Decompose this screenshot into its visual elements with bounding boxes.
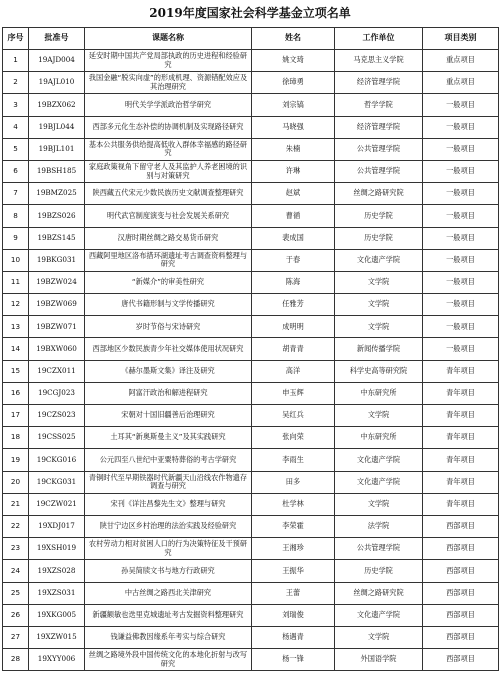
cell-serial: 8 bbox=[3, 205, 29, 227]
cell-work-unit: 马克思主义学院 bbox=[335, 50, 423, 72]
cell-project-title: 陕甘宁边区乡村治理的法治实践及经验研究 bbox=[85, 515, 252, 537]
table-row bbox=[3, 294, 499, 316]
cell-project-type: 西部项目 bbox=[423, 604, 499, 626]
table-row bbox=[3, 50, 499, 72]
cell-name: 王蕾 bbox=[252, 582, 335, 604]
cell-serial: 5 bbox=[3, 138, 29, 160]
cell-approval-number: 19BMZ025 bbox=[29, 183, 85, 205]
cell-project-title: 岁时节俗与宋诗研究 bbox=[85, 316, 252, 338]
cell-project-title: 家庭政策视角下留守老人及其监护人养老困境的识别与对策研究 bbox=[85, 160, 252, 182]
cell-project-type: 一般项目 bbox=[423, 138, 499, 160]
document-title: 2019年度国家社会科学基金立项名单 bbox=[149, 6, 351, 20]
cell-project-type: 西部项目 bbox=[423, 626, 499, 648]
cell-work-unit: 公共管理学院 bbox=[335, 538, 423, 560]
cell-serial: 11 bbox=[3, 271, 29, 293]
cell-work-unit: 公共管理学院 bbox=[335, 160, 423, 182]
cell-serial: 6 bbox=[3, 160, 29, 182]
cell-project-title: “新媒介”的审美性研究 bbox=[85, 271, 252, 293]
cell-name: 王振华 bbox=[252, 560, 335, 582]
cell-project-type: 一般项目 bbox=[423, 94, 499, 116]
table-row bbox=[3, 382, 499, 404]
cell-serial: 27 bbox=[3, 626, 29, 648]
cell-name: 吴红兵 bbox=[252, 405, 335, 427]
cell-work-unit: 文化遗产学院 bbox=[335, 249, 423, 271]
cell-serial: 15 bbox=[3, 360, 29, 382]
table-row bbox=[3, 560, 499, 582]
cell-approval-number: 19XZS028 bbox=[29, 560, 85, 582]
cell-project-title: 新疆额敏也迭里克城遗址考古发掘资料整理研究 bbox=[85, 604, 252, 626]
cell-work-unit: 丝绸之路研究院 bbox=[335, 183, 423, 205]
table-row bbox=[3, 116, 499, 138]
cell-approval-number: 19XSH019 bbox=[29, 538, 85, 560]
cell-work-unit: 新闻传播学院 bbox=[335, 338, 423, 360]
cell-name: 姚文琦 bbox=[252, 50, 335, 72]
cell-approval-number: 19BZW024 bbox=[29, 271, 85, 293]
cell-project-type: 一般项目 bbox=[423, 294, 499, 316]
cell-work-unit: 文化遗产学院 bbox=[335, 449, 423, 471]
cell-project-title: 延安时期中国共产党局部执政的历史进程和经验研究 bbox=[85, 50, 252, 72]
cell-serial: 9 bbox=[3, 227, 29, 249]
cell-serial: 16 bbox=[3, 382, 29, 404]
cell-serial: 21 bbox=[3, 493, 29, 515]
cell-serial: 22 bbox=[3, 515, 29, 537]
cell-project-type: 一般项目 bbox=[423, 271, 499, 293]
cell-project-type: 一般项目 bbox=[423, 227, 499, 249]
cell-approval-number: 19CZS023 bbox=[29, 405, 85, 427]
cell-project-type: 一般项目 bbox=[423, 160, 499, 182]
cell-serial: 3 bbox=[3, 94, 29, 116]
cell-approval-number: 19BJL101 bbox=[29, 138, 85, 160]
cell-approval-number: 19CKG016 bbox=[29, 449, 85, 471]
cell-name: 马晓强 bbox=[252, 116, 335, 138]
cell-name: 胡青青 bbox=[252, 338, 335, 360]
cell-project-type: 西部项目 bbox=[423, 515, 499, 537]
table-row bbox=[3, 493, 499, 515]
cell-project-title: 阿富汗政治和解进程研究 bbox=[85, 382, 252, 404]
cell-work-unit: 历史学院 bbox=[335, 560, 423, 582]
table-row bbox=[3, 138, 499, 160]
cell-approval-number: 19BJL044 bbox=[29, 116, 85, 138]
cell-work-unit: 丝绸之路研究院 bbox=[335, 582, 423, 604]
cell-project-type: 青年项目 bbox=[423, 405, 499, 427]
table-row bbox=[3, 205, 499, 227]
cell-project-title: 陕西藏五代宋元少数民族历史文献调查整理研究 bbox=[85, 183, 252, 205]
cell-name: 刘瑞俊 bbox=[252, 604, 335, 626]
cell-project-type: 青年项目 bbox=[423, 493, 499, 515]
cell-project-title: 唐代书籍形制与文学传播研究 bbox=[85, 294, 252, 316]
cell-project-type: 西部项目 bbox=[423, 582, 499, 604]
cell-work-unit: 文化遗产学院 bbox=[335, 604, 423, 626]
cell-project-title: 明代武官制度演变与社会发展关系研究 bbox=[85, 205, 252, 227]
cell-work-unit: 文学院 bbox=[335, 316, 423, 338]
cell-approval-number: 19BXW060 bbox=[29, 338, 85, 360]
cell-name: 裴成国 bbox=[252, 227, 335, 249]
cell-project-type: 青年项目 bbox=[423, 471, 499, 493]
cell-serial: 13 bbox=[3, 316, 29, 338]
table-row bbox=[3, 249, 499, 271]
cell-project-title: 公元四至八世纪中亚粟特葬俗的考古学研究 bbox=[85, 449, 252, 471]
cell-serial: 20 bbox=[3, 471, 29, 493]
cell-work-unit: 经济管理学院 bbox=[335, 116, 423, 138]
cell-serial: 26 bbox=[3, 604, 29, 626]
table-row bbox=[3, 72, 499, 94]
cell-project-type: 一般项目 bbox=[423, 316, 499, 338]
cell-project-title: 汉唐时期丝绸之路交易货币研究 bbox=[85, 227, 252, 249]
cell-project-type: 一般项目 bbox=[423, 205, 499, 227]
cell-work-unit: 历史学院 bbox=[335, 205, 423, 227]
cell-project-title: 孙吴简牍文书与地方行政研究 bbox=[85, 560, 252, 582]
cell-work-unit: 文化遗产学院 bbox=[335, 471, 423, 493]
cell-name: 徐璋勇 bbox=[252, 72, 335, 94]
cell-name: 曹循 bbox=[252, 205, 335, 227]
cell-project-title: 钱谦益佛教因缘系年考实与综合研究 bbox=[85, 626, 252, 648]
cell-project-title: 青铜时代至早期铁器时代新疆天山沿线农作物遗存调查与研究 bbox=[85, 471, 252, 493]
cell-serial: 2 bbox=[3, 72, 29, 94]
cell-name: 成明明 bbox=[252, 316, 335, 338]
cell-work-unit: 公共管理学院 bbox=[335, 138, 423, 160]
cell-project-title: 《赫尔墨斯文集》译注及研究 bbox=[85, 360, 252, 382]
cell-work-unit: 外国语学院 bbox=[335, 649, 423, 671]
cell-approval-number: 19XYY006 bbox=[29, 649, 85, 671]
cell-name: 李荣霍 bbox=[252, 515, 335, 537]
cell-project-type: 青年项目 bbox=[423, 427, 499, 449]
cell-project-type: 西部项目 bbox=[423, 560, 499, 582]
cell-name: 刘宗镐 bbox=[252, 94, 335, 116]
cell-approval-number: 19XZW015 bbox=[29, 626, 85, 648]
cell-serial: 18 bbox=[3, 427, 29, 449]
cell-approval-number: 19XZS031 bbox=[29, 582, 85, 604]
cell-approval-number: 19BZX062 bbox=[29, 94, 85, 116]
table-row bbox=[3, 515, 499, 537]
cell-work-unit: 文学院 bbox=[335, 405, 423, 427]
header-name: 姓名 bbox=[252, 28, 335, 50]
cell-work-unit: 文学院 bbox=[335, 294, 423, 316]
cell-project-title: 丝绸之路境外段中国传统文化的本地化折射与改写研究 bbox=[85, 649, 252, 671]
cell-name: 杨遇青 bbox=[252, 626, 335, 648]
cell-project-title: 基本公共服务供给提高低收入群体幸福感的路径研究 bbox=[85, 138, 252, 160]
cell-approval-number: 19BZS145 bbox=[29, 227, 85, 249]
table-row bbox=[3, 338, 499, 360]
header-approval-number: 批准号 bbox=[29, 28, 85, 50]
cell-serial: 14 bbox=[3, 338, 29, 360]
table-row bbox=[3, 626, 499, 648]
cell-project-type: 重点项目 bbox=[423, 50, 499, 72]
table-row bbox=[3, 316, 499, 338]
cell-project-type: 重点项目 bbox=[423, 72, 499, 94]
cell-project-title: 宋朝对十国旧疆善后治理研究 bbox=[85, 405, 252, 427]
table-row bbox=[3, 604, 499, 626]
cell-work-unit: 经济管理学院 bbox=[335, 72, 423, 94]
table-row bbox=[3, 538, 499, 560]
cell-project-type: 青年项目 bbox=[423, 382, 499, 404]
table-row bbox=[3, 183, 499, 205]
cell-work-unit: 哲学学院 bbox=[335, 94, 423, 116]
table-row bbox=[3, 360, 499, 382]
header-work-unit: 工作单位 bbox=[335, 28, 423, 50]
table-row bbox=[3, 94, 499, 116]
table-row bbox=[3, 405, 499, 427]
cell-serial: 10 bbox=[3, 249, 29, 271]
cell-project-type: 一般项目 bbox=[423, 338, 499, 360]
project-table bbox=[2, 27, 499, 671]
cell-work-unit: 文学院 bbox=[335, 271, 423, 293]
cell-work-unit: 文学院 bbox=[335, 493, 423, 515]
cell-approval-number: 19BSH185 bbox=[29, 160, 85, 182]
cell-project-type: 一般项目 bbox=[423, 116, 499, 138]
cell-serial: 25 bbox=[3, 582, 29, 604]
cell-project-title: 中古丝绸之路西北关津研究 bbox=[85, 582, 252, 604]
table-row bbox=[3, 449, 499, 471]
cell-name: 赵斌 bbox=[252, 183, 335, 205]
cell-serial: 7 bbox=[3, 183, 29, 205]
cell-name: 许琳 bbox=[252, 160, 335, 182]
cell-name: 王湘珍 bbox=[252, 538, 335, 560]
cell-work-unit: 中东研究所 bbox=[335, 382, 423, 404]
cell-name: 朱楠 bbox=[252, 138, 335, 160]
table-row bbox=[3, 160, 499, 182]
cell-serial: 28 bbox=[3, 649, 29, 671]
cell-approval-number: 19CKG031 bbox=[29, 471, 85, 493]
cell-serial: 19 bbox=[3, 449, 29, 471]
cell-serial: 1 bbox=[3, 50, 29, 72]
cell-work-unit: 中东研究所 bbox=[335, 427, 423, 449]
cell-name: 李雨生 bbox=[252, 449, 335, 471]
cell-project-type: 一般项目 bbox=[423, 249, 499, 271]
cell-serial: 23 bbox=[3, 538, 29, 560]
cell-work-unit: 文学院 bbox=[335, 626, 423, 648]
cell-approval-number: 19AJL010 bbox=[29, 72, 85, 94]
cell-serial: 17 bbox=[3, 405, 29, 427]
cell-project-type: 青年项目 bbox=[423, 360, 499, 382]
cell-project-type: 西部项目 bbox=[423, 538, 499, 560]
table-row bbox=[3, 649, 499, 671]
table-header-row bbox=[3, 28, 499, 50]
cell-project-type: 西部项目 bbox=[423, 649, 499, 671]
cell-name: 高洋 bbox=[252, 360, 335, 382]
cell-approval-number: 19BZW069 bbox=[29, 294, 85, 316]
cell-approval-number: 19BKG031 bbox=[29, 249, 85, 271]
cell-project-type: 一般项目 bbox=[423, 183, 499, 205]
header-serial: 序号 bbox=[3, 28, 29, 50]
cell-approval-number: 19CZX011 bbox=[29, 360, 85, 382]
cell-approval-number: 19CZW021 bbox=[29, 493, 85, 515]
cell-work-unit: 法学院 bbox=[335, 515, 423, 537]
cell-project-title: 宋刊《详注昌黎先生文》整理与研究 bbox=[85, 493, 252, 515]
table-row bbox=[3, 227, 499, 249]
cell-approval-number: 19BZW071 bbox=[29, 316, 85, 338]
cell-name: 杜学林 bbox=[252, 493, 335, 515]
header-project-title: 课题名称 bbox=[85, 28, 252, 50]
cell-name: 任雅芳 bbox=[252, 294, 335, 316]
cell-serial: 12 bbox=[3, 294, 29, 316]
cell-project-title: 农村劳动力相对贫困人口的行为决策特征及干预研究 bbox=[85, 538, 252, 560]
cell-approval-number: 19CSS025 bbox=[29, 427, 85, 449]
cell-work-unit: 科学史高等研究院 bbox=[335, 360, 423, 382]
cell-project-title: 西部地区少数民族青少年社交媒体使用状况研究 bbox=[85, 338, 252, 360]
cell-approval-number: 19BZS026 bbox=[29, 205, 85, 227]
cell-project-title: 土耳其“新奥斯曼主义”及其实践研究 bbox=[85, 427, 252, 449]
cell-project-type: 青年项目 bbox=[423, 449, 499, 471]
cell-project-title: 西藏阿里地区洛布措环湖遗址考古调查资料整理与研究 bbox=[85, 249, 252, 271]
cell-approval-number: 19XDJ017 bbox=[29, 515, 85, 537]
cell-name: 陈海 bbox=[252, 271, 335, 293]
cell-serial: 24 bbox=[3, 560, 29, 582]
cell-serial: 4 bbox=[3, 116, 29, 138]
table-row bbox=[3, 582, 499, 604]
cell-name: 申玉辉 bbox=[252, 382, 335, 404]
table-row bbox=[3, 271, 499, 293]
cell-approval-number: 19CGJ023 bbox=[29, 382, 85, 404]
cell-name: 田多 bbox=[252, 471, 335, 493]
cell-work-unit: 历史学院 bbox=[335, 227, 423, 249]
cell-project-title: 明代关学学派政治哲学研究 bbox=[85, 94, 252, 116]
cell-project-title: 我国金融“脱实向虚”的形成机理、资源错配效应及其治理研究 bbox=[85, 72, 252, 94]
header-project-type: 项目类别 bbox=[423, 28, 499, 50]
cell-name: 杨一锋 bbox=[252, 649, 335, 671]
cell-approval-number: 19XKG005 bbox=[29, 604, 85, 626]
cell-approval-number: 19AJD004 bbox=[29, 50, 85, 72]
table-row bbox=[3, 471, 499, 493]
cell-project-title: 西部多元化生态补偿的协调机制及实现路径研究 bbox=[85, 116, 252, 138]
table-row bbox=[3, 427, 499, 449]
cell-name: 张向荣 bbox=[252, 427, 335, 449]
cell-name: 于春 bbox=[252, 249, 335, 271]
